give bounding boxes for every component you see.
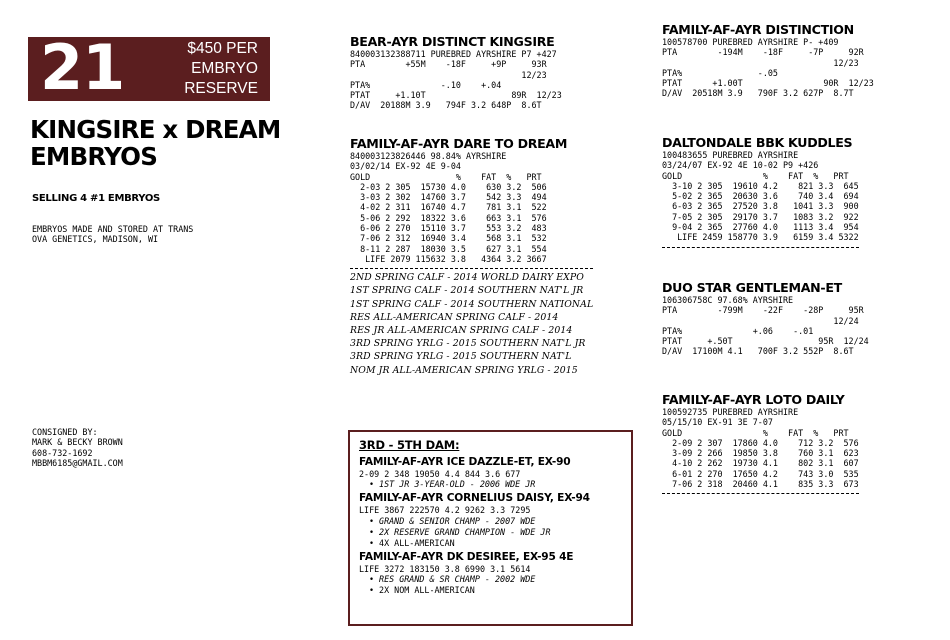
divider	[662, 247, 859, 248]
dam-name: FAMILY-AF-AYR DARE TO DREAM	[350, 136, 568, 151]
award-item: • 4X ALL-AMERICAN	[369, 538, 631, 549]
great-grandsire-name: DUO STAR GENTLEMAN-ET	[662, 280, 842, 295]
award-item: • 2X RESERVE GRAND CHAMPION - WDE JR	[369, 527, 631, 538]
award-item: • 1ST JR 3-YEAR-OLD - 2006 WDE JR	[369, 479, 631, 490]
award-item: • 2X NOM ALL-AMERICAN	[369, 585, 631, 596]
great-grandsire-stats: 106306758C 97.68% AYRSHIRE PTA -799M -22F -28P 95R 12/24 PTA% +.06 -.01 PTAT +.50T 95R 12/24 D/AV 17100M 4.1 700F 3.2 552P 8.6T	[662, 295, 869, 357]
price-line: EMBRYO	[191, 60, 258, 77]
fifth-dam-awards	[359, 574, 631, 596]
dams-box-title: 3RD - 5TH DAM:	[359, 438, 460, 452]
third-dam-name: FAMILY-AF-AYR ICE DAZZLE-ET, EX-90	[359, 456, 571, 468]
dam-records: 840003123826446 98.84% AYRSHIRE 03/02/14 EX-92 4E 9-04 GOLD % FAT % PRT 2-03 2 305 15730 4.0 630 3.2 506 3-03 2 302 14760 3.7 542 3.3 494 4-02 2 311 16740 4.7 781 3.1 522 5-06 2 292 18322 3.6 663 3.1 576 6-06 2 270 15110 3.7 553 3.2 483 7-06 2 312 16940 3.4 568 3.1 532 8-11 2 287 18030 3.5 627 3.1 554 LIFE 2079 115632 3.8 4364 3.2 3667	[350, 151, 547, 264]
lot-title-line: EMBRYOS	[30, 142, 158, 171]
lot-number: 21	[40, 31, 125, 104]
consigned-label: CONSIGNED BY:	[32, 427, 98, 437]
consignor-phone: 608-732-1692	[32, 447, 93, 458]
award-item: • RES GRAND & SR CHAMP - 2002 WDE	[369, 574, 631, 585]
lot-title	[30, 116, 330, 170]
divider	[662, 493, 859, 494]
maternal-grandsire-stats: 100578700 PUREBRED AYRSHIRE P- +409 PTA -194M -18F -7P 92R 12/23 PTA% -.05 PTAT +1.00T 90R 12/23 D/AV 20518M 3.9 790F 3.2 627P 8.7T	[662, 37, 874, 99]
great-grandsire-block	[662, 280, 869, 357]
great-granddam-name: FAMILY-AF-AYR LOTO DAILY	[662, 392, 845, 407]
third-dam-awards	[359, 479, 631, 490]
great-granddam-block	[662, 392, 859, 496]
granddam-records: 100483655 PUREBRED AYRSHIRE 03/24/07 EX-92 4E 10-02 P9 +426 GOLD % FAT % PRT 3-10 2 305 19610 4.2 821 3.3 645 5-02 2 365 20630 3.6 740 3.4 694 6-03 2 365 27520 3.8 1041 3.3 900 7-05 2 305 29170 3.7 1083 3.2 922 9-04 2 365 27760 4.0 1113 3.4 954 LIFE 2459 158770 3.9 6159 3.4 5322	[662, 150, 859, 243]
award-item: • GRAND & SENIOR CHAMP - 2007 WDE	[369, 516, 631, 527]
price-line: RESERVE	[184, 80, 258, 97]
selling-note: SELLING 4 #1 EMBRYOS	[32, 193, 160, 204]
consignor-info	[32, 427, 123, 468]
price-line: $450 PER	[187, 40, 258, 57]
fifth-dam-name: FAMILY-AF-AYR DK DESIREE, EX-95 4E	[359, 550, 574, 563]
third-dam-record: 2-09 2 348 19050 4.4 844 3.6 677	[359, 469, 521, 479]
granddam-block	[662, 135, 859, 250]
granddam-name: DALTONDALE BBK KUDDLES	[662, 135, 853, 150]
fifth-dam-record: LIFE 3272 183150 3.8 6990 3.1 5614	[359, 563, 531, 574]
consignor-name: MARK & BECKY BROWN	[32, 437, 123, 448]
third-to-fifth-dam-box	[348, 430, 633, 626]
great-granddam-records: 100592735 PUREBRED AYRSHIRE 05/15/10 EX-91 3E 7-07 GOLD % FAT % PRT 2-09 2 307 17860 4.0 712 3.2 576 3-09 2 266 19850 3.8 760 3.1 623 4-10 2 262 19730 4.1 802 3.1 607 6-01 2 270 17650 4.2 743 3.0 535 7-06 2 318 20460 4.1 835 3.3 673	[662, 407, 859, 490]
note-line: OVA GENETICS, MADISON, WI	[32, 234, 159, 245]
lot-number-banner	[28, 31, 270, 104]
fourth-dam-awards	[359, 516, 631, 549]
lot-price	[184, 39, 258, 99]
consignor-email: MBBM6185@GMAIL.COM	[32, 457, 123, 468]
fourth-dam-name: FAMILY-AF-AYR CORNELIUS DAISY, EX-94	[359, 492, 590, 505]
dam-block	[350, 136, 593, 377]
maternal-grandsire-name: FAMILY-AF-AYR DISTINCTION	[662, 22, 854, 37]
sire-name: BEAR-AYR DISTINCT KINGSIRE	[350, 34, 555, 49]
embryo-storage-note	[32, 224, 193, 245]
lot-title-line: KINGSIRE x DREAM	[30, 115, 281, 144]
fourth-dam-record: LIFE 3867 222570 4.2 9262 3.3 7295	[359, 505, 531, 516]
sire-stats: 840003132388711 PUREBRED AYRSHIRE P7 +427 PTA +55M -18F +9P 93R 12/23 PTA% -.10 +.04 PTAT +1.10T 89R 12/23 D/AV 20188M 3.9 794F 3.2 648P 8.6T	[350, 49, 562, 111]
dam-awards: 2ND SPRING CALF - 2014 WORLD DAIRY EXPO 1ST SPRING CALF - 2014 SOUTHERN NAT'L JR 1ST SPRING CALF - 2014 SOUTHERN NATIONAL RES ALL-AMERICAN SPRING CALF - 2014 RES JR ALL-AMERICAN SPRING CALF - 2014 3RD SPRING YRLG - 2015 SOUTHERN NAT'L JR 3RD SPRING YRLG - 2015 SOUTHERN NAT'L NOM JR ALL-AMERICAN SPRING YRLG - 2015	[350, 272, 594, 376]
divider	[350, 268, 593, 269]
note-line: EMBRYOS MADE AND STORED AT TRANS	[32, 224, 194, 234]
sire-block	[350, 34, 562, 111]
maternal-grandsire-block	[662, 22, 874, 99]
